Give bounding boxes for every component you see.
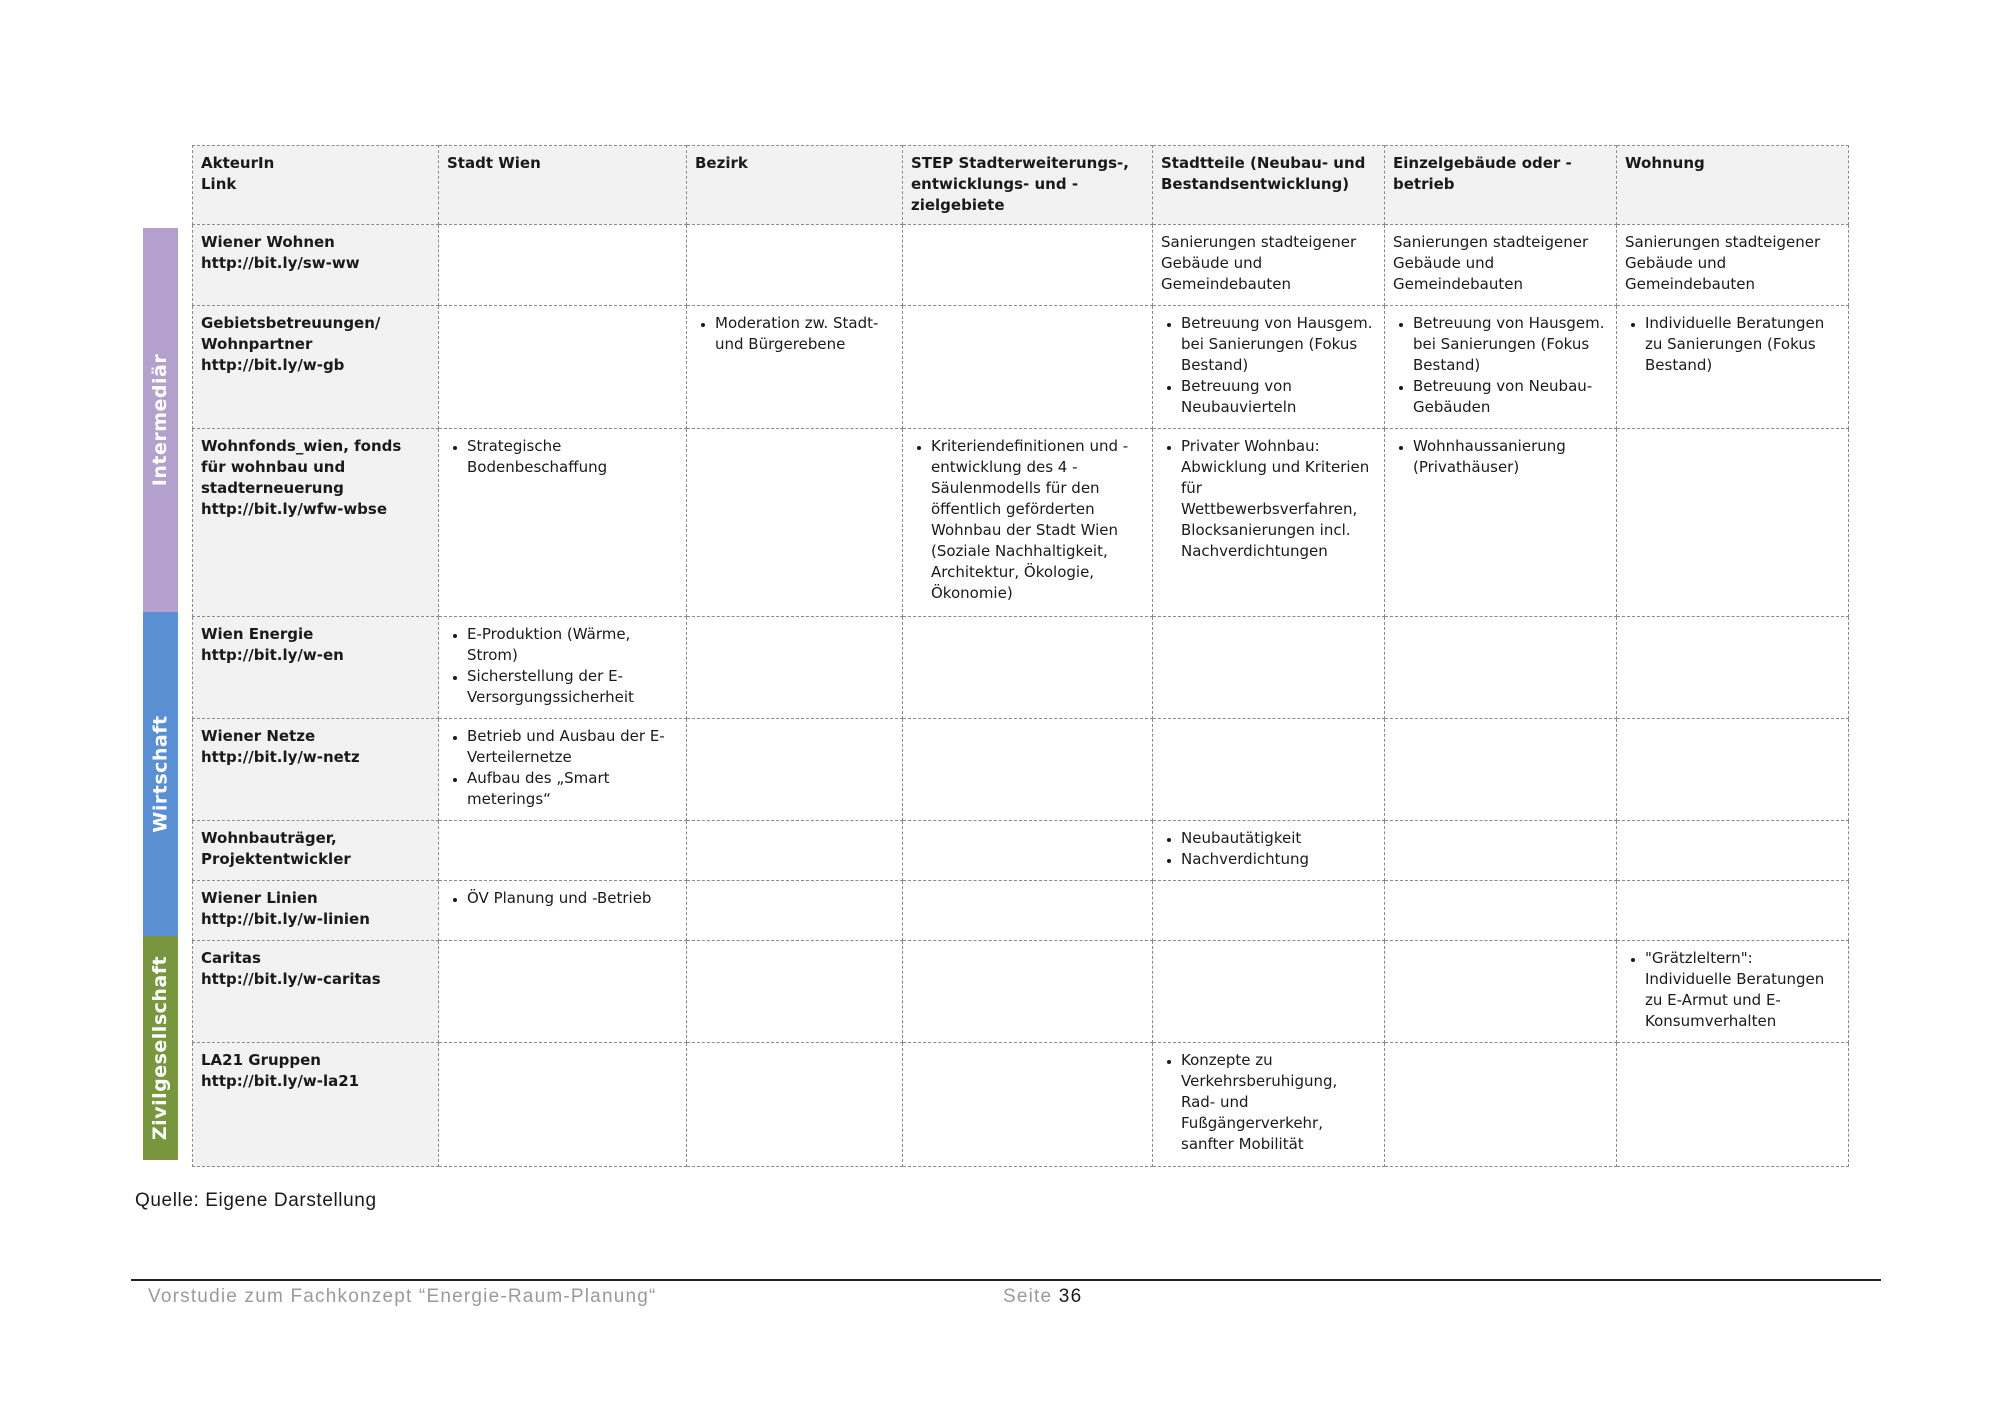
footer-page-indicator bbox=[1003, 1286, 1082, 1308]
actor-name: Wohnbauträger, Projektentwickler bbox=[201, 829, 351, 868]
table-cell bbox=[903, 306, 1153, 429]
table-cell bbox=[1153, 719, 1385, 821]
header-column: Bezirk bbox=[687, 146, 903, 225]
table-cell bbox=[687, 719, 903, 821]
actor-name: Wien Energie bbox=[201, 625, 314, 643]
table-cell bbox=[1617, 306, 1849, 429]
table-cell bbox=[439, 429, 687, 617]
table-cell bbox=[687, 225, 903, 306]
table-cell bbox=[903, 881, 1153, 941]
bullet-item: • Privater Wohnbau: Abwicklung und Kriterien für Wettbewerbsverfahren, Blocksanierungen incl. Nachverdichtungen bbox=[1181, 436, 1376, 562]
category-label: Zivilgesellschaft bbox=[149, 955, 172, 1141]
table-cell bbox=[903, 719, 1153, 821]
footer-divider bbox=[131, 1279, 1881, 1281]
table-cell bbox=[1153, 306, 1385, 429]
bullet-item: • Strategische Bodenbeschaffung bbox=[467, 436, 678, 478]
table-cell bbox=[1385, 617, 1617, 719]
category-bar-zivilgesellschaft bbox=[143, 936, 178, 1160]
actor-cell bbox=[193, 306, 439, 429]
bullet-list bbox=[695, 313, 894, 355]
table-cell bbox=[1153, 941, 1385, 1043]
table-row bbox=[193, 429, 1849, 617]
table-row bbox=[193, 617, 1849, 719]
bullet-list bbox=[1393, 436, 1608, 478]
bullet-item: • Konzepte zu Verkehrsberuhigung, Rad- und Fußgängerverkehr, sanfter Mobilität bbox=[1181, 1050, 1376, 1155]
table-cell bbox=[1617, 881, 1849, 941]
actor-cell bbox=[193, 225, 439, 306]
bullet-list bbox=[1393, 313, 1608, 418]
actor-cell bbox=[193, 821, 439, 881]
bullet-list bbox=[1625, 313, 1840, 376]
page-number: 36 bbox=[1058, 1286, 1083, 1307]
actor-matrix-table bbox=[192, 145, 1849, 1167]
table-row bbox=[193, 306, 1849, 429]
table-header-row bbox=[193, 146, 1849, 225]
header-column: STEP Stadterweiterungs-, entwicklungs- und -zielgebiete bbox=[903, 146, 1153, 225]
category-label: Wirtschaft bbox=[149, 715, 172, 833]
table-row bbox=[193, 719, 1849, 821]
table-cell bbox=[687, 617, 903, 719]
actor-cell bbox=[193, 617, 439, 719]
actor-link: http://bit.ly/w-netz bbox=[201, 748, 360, 766]
table-cell bbox=[1153, 1043, 1385, 1167]
actor-link: http://bit.ly/sw-ww bbox=[201, 254, 360, 272]
table-row bbox=[193, 821, 1849, 881]
bullet-item: • Wohnhaussanierung (Privathäuser) bbox=[1413, 436, 1608, 478]
table-cell bbox=[1617, 429, 1849, 617]
table-cell bbox=[687, 821, 903, 881]
table-cell bbox=[1153, 617, 1385, 719]
table-row bbox=[193, 1043, 1849, 1167]
table-cell bbox=[1385, 429, 1617, 617]
table-cell bbox=[1385, 1043, 1617, 1167]
actor-cell bbox=[193, 719, 439, 821]
bullet-item: • Betreuung von Hausgem. bei Sanierungen (Fokus Bestand) bbox=[1181, 313, 1376, 376]
table-cell bbox=[1153, 821, 1385, 881]
table-cell bbox=[1617, 617, 1849, 719]
bullet-list bbox=[1161, 1050, 1376, 1155]
table-cell bbox=[1617, 941, 1849, 1043]
actor-name: Wiener Netze bbox=[201, 727, 316, 745]
table-cell bbox=[687, 429, 903, 617]
table-row bbox=[193, 225, 1849, 306]
header-column: Stadtteile (Neubau- und Bestandsentwicklung) bbox=[1153, 146, 1385, 225]
table-cell bbox=[1153, 225, 1385, 306]
bullet-item: • Betrieb und Ausbau der E-Verteilernetze bbox=[467, 726, 678, 768]
page-label: Seite bbox=[1003, 1286, 1053, 1307]
bullet-list bbox=[1161, 313, 1376, 418]
table-row bbox=[193, 941, 1849, 1043]
header-column: Einzelgebäude oder -betrieb bbox=[1385, 146, 1617, 225]
bullet-item: • Kriteriendefinitionen und -entwicklung des 4 -Säulenmodells für den öffentlich geförderten Wohnbau der Stadt Wien (Soziale Nachhaltigkeit, Architektur, Ökologie, Ökonomie) bbox=[931, 436, 1144, 604]
actor-cell bbox=[193, 429, 439, 617]
footer-document-title: Vorstudie zum Fachkonzept “Energie-Raum-Planung“ bbox=[148, 1286, 657, 1307]
table-cell bbox=[903, 941, 1153, 1043]
table-cell bbox=[439, 225, 687, 306]
actor-cell bbox=[193, 941, 439, 1043]
header-link-label: Link bbox=[201, 175, 237, 193]
table-cell bbox=[1385, 821, 1617, 881]
bullet-item: • Betreuung von Neubau-Gebäuden bbox=[1413, 376, 1608, 418]
bullet-list bbox=[1161, 436, 1376, 562]
actor-name: Wohnfonds_wien, fonds für wohnbau und stadterneuerung bbox=[201, 437, 402, 497]
table-cell bbox=[903, 225, 1153, 306]
bullet-item: • Neubautätigkeit bbox=[1181, 828, 1376, 849]
table-cell bbox=[1385, 719, 1617, 821]
header-column: Stadt Wien bbox=[439, 146, 687, 225]
table-cell bbox=[439, 306, 687, 429]
table-cell bbox=[687, 881, 903, 941]
cell-text: Sanierungen stadteigener Gebäude und Gemeindebauten bbox=[1625, 233, 1821, 293]
bullet-item: • Nachverdichtung bbox=[1181, 849, 1376, 870]
actor-link: http://bit.ly/w-en bbox=[201, 646, 344, 664]
actor-link: http://bit.ly/w-linien bbox=[201, 910, 370, 928]
bullet-item: • Moderation zw. Stadt- und Bürgerebene bbox=[715, 313, 894, 355]
table-cell bbox=[903, 617, 1153, 719]
table-cell bbox=[439, 881, 687, 941]
bullet-list bbox=[447, 624, 678, 708]
table-cell bbox=[903, 1043, 1153, 1167]
bullet-item: • E-Produktion (Wärme, Strom) bbox=[467, 624, 678, 666]
actor-name: Wiener Wohnen bbox=[201, 233, 335, 251]
table-cell bbox=[439, 617, 687, 719]
table-cell bbox=[439, 719, 687, 821]
actor-name: LA21 Gruppen bbox=[201, 1051, 321, 1069]
bullet-item: • Betreuung von Neubauvierteln bbox=[1181, 376, 1376, 418]
table-body bbox=[193, 225, 1849, 1167]
bullet-item: • Betreuung von Hausgem. bei Sanierungen (Fokus Bestand) bbox=[1413, 313, 1608, 376]
table-cell bbox=[1153, 881, 1385, 941]
actor-link: http://bit.ly/w-caritas bbox=[201, 970, 381, 988]
category-label: Intermediär bbox=[149, 353, 172, 487]
table-cell bbox=[1617, 225, 1849, 306]
table-cell bbox=[439, 941, 687, 1043]
header-actor bbox=[193, 146, 439, 225]
bullet-list bbox=[447, 888, 678, 909]
table-cell bbox=[1617, 719, 1849, 821]
figure-caption: Quelle: Eigene Darstellung bbox=[135, 1190, 377, 1211]
bullet-item: • ÖV Planung und -Betrieb bbox=[467, 888, 678, 909]
table-cell bbox=[687, 941, 903, 1043]
bullet-item: • Aufbau des „Smart meterings“ bbox=[467, 768, 678, 810]
actor-link: http://bit.ly/wfw-wbse bbox=[201, 500, 388, 518]
table-cell bbox=[687, 1043, 903, 1167]
bullet-item: • Individuelle Beratungen zu Sanierungen (Fokus Bestand) bbox=[1645, 313, 1840, 376]
cell-text: Sanierungen stadteigener Gebäude und Gemeindebauten bbox=[1393, 233, 1589, 293]
table-cell bbox=[903, 429, 1153, 617]
table-cell bbox=[1385, 225, 1617, 306]
table-cell bbox=[687, 306, 903, 429]
bullet-item: • Sicherstellung der E-Versorgungssicherheit bbox=[467, 666, 678, 708]
table-cell bbox=[903, 821, 1153, 881]
actor-cell bbox=[193, 1043, 439, 1167]
table-cell bbox=[1153, 429, 1385, 617]
bullet-list bbox=[447, 436, 678, 478]
actor-link: http://bit.ly/w-la21 bbox=[201, 1072, 360, 1090]
table-cell bbox=[1385, 881, 1617, 941]
table-cell bbox=[1385, 306, 1617, 429]
table-cell bbox=[439, 821, 687, 881]
actor-name: Wiener Linien bbox=[201, 889, 318, 907]
actor-name: Caritas bbox=[201, 949, 261, 967]
table-cell bbox=[1617, 1043, 1849, 1167]
bullet-list bbox=[447, 726, 678, 810]
table-cell bbox=[1617, 821, 1849, 881]
bullet-list bbox=[911, 436, 1144, 604]
table-cell bbox=[1385, 941, 1617, 1043]
bullet-item: • "Grätzleltern": Individuelle Beratungen zu E-Armut und E-Konsumverhalten bbox=[1645, 948, 1840, 1032]
bullet-list bbox=[1625, 948, 1840, 1032]
category-bar-wirtschaft bbox=[143, 612, 178, 936]
actor-link: http://bit.ly/w-gb bbox=[201, 356, 345, 374]
bullet-list bbox=[1161, 828, 1376, 870]
actor-name: Gebietsbetreuungen/ Wohnpartner bbox=[201, 314, 381, 353]
actor-cell bbox=[193, 881, 439, 941]
cell-text: Sanierungen stadteigener Gebäude und Gemeindebauten bbox=[1161, 233, 1357, 293]
table-cell bbox=[439, 1043, 687, 1167]
header-column: Wohnung bbox=[1617, 146, 1849, 225]
header-actor-label: AkteurIn bbox=[201, 154, 275, 172]
table-row bbox=[193, 881, 1849, 941]
category-bar-intermediaer bbox=[143, 228, 178, 612]
